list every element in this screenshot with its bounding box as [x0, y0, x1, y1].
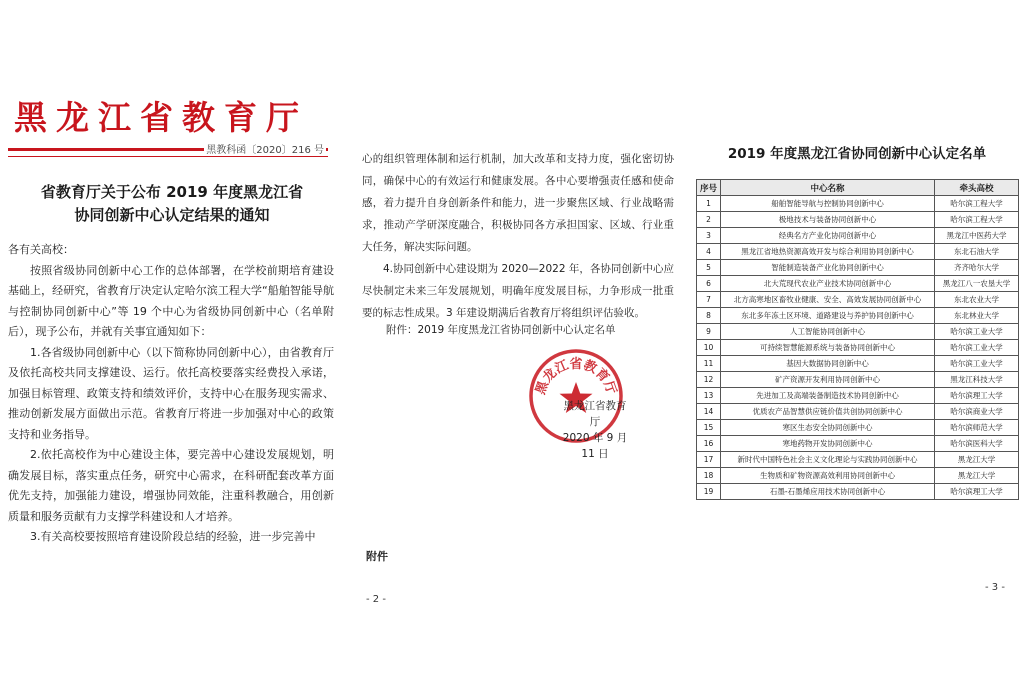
- row-number: 16: [697, 436, 721, 452]
- notice-body: [8, 240, 334, 548]
- table-row: [697, 292, 1019, 308]
- attachment-label: 附件: [366, 550, 388, 563]
- table-title: 2019 年度黑龙江省协同创新中心认定名单: [727, 146, 987, 162]
- row-number: 11: [697, 356, 721, 372]
- header-no: 序号: [697, 180, 721, 196]
- row-number: 10: [697, 340, 721, 356]
- document-page-1: [0, 0, 344, 682]
- lead-university: 哈尔滨理工大学: [935, 388, 1019, 404]
- lead-university: 哈尔滨医科大学: [935, 436, 1019, 452]
- lead-university: 哈尔滨工程大学: [935, 212, 1019, 228]
- table-row: [697, 212, 1019, 228]
- center-name: 经典名方产业化协同创新中心: [721, 228, 935, 244]
- row-number: 15: [697, 420, 721, 436]
- row-number: 4: [697, 244, 721, 260]
- lead-university: 黑龙江八一农垦大学: [935, 276, 1019, 292]
- table-row: [697, 244, 1019, 260]
- center-name: 黑龙江省地热资源高效开发与综合利用协同创新中心: [721, 244, 935, 260]
- header-university: 牵头高校: [935, 180, 1019, 196]
- document-number: 黑教科函〔2020〕216 号: [204, 141, 326, 156]
- center-name: 东北多年冻土区环境、道路建设与养护协同创新中心: [721, 308, 935, 324]
- center-name: 优质农产品智慧供应链价值共创协同创新中心: [721, 404, 935, 420]
- lead-university: 东北林业大学: [935, 308, 1019, 324]
- lead-university: 黑龙江科技大学: [935, 372, 1019, 388]
- intro-paragraph: 按照省级协同创新中心工作的总体部署，在学校前期培育建设基础上，经研究，省教育厅决定认定哈尔滨工程大学“船舶智能导航与控制协同创新中心”等 19 个中心为省级协同创新中心（名单附后），现予公布，并就有关事宜通知如下：: [8, 263, 334, 338]
- table-row: [697, 356, 1019, 372]
- table-row: [697, 228, 1019, 244]
- signature-organization: 黑龙江省教育厅: [563, 400, 627, 428]
- table-row: [697, 276, 1019, 292]
- table-row: [697, 196, 1019, 212]
- document-page-2: [344, 0, 688, 682]
- center-name: 人工智能协同创新中心: [721, 324, 935, 340]
- lead-university: 哈尔滨理工大学: [935, 484, 1019, 500]
- table-row: [697, 436, 1019, 452]
- row-number: 5: [697, 260, 721, 276]
- issuer-header: 黑龙江省教育厅: [14, 98, 308, 137]
- lead-university: 黑龙江中医药大学: [935, 228, 1019, 244]
- center-name: 北方高寒地区畜牧业健康、安全、高效发展协同创新中心: [721, 292, 935, 308]
- lead-university: 齐齐哈尔大学: [935, 260, 1019, 276]
- row-number: 14: [697, 404, 721, 420]
- page-2-body: [362, 148, 674, 324]
- item-2-paragraph: 2.依托高校作为中心建设主体，要完善中心建设发展规划，明确发展目标，落实重点任务，研究中心需求，在科研配套改革方面优先支持，加强能力建设，增强协同效能，注重科教融合，用创新质量和服务贡献有力支撑学科建设和人才培养。: [8, 448, 334, 523]
- center-name: 可持续智慧能源系统与装备协同创新中心: [721, 340, 935, 356]
- notice-title-line-1: 省教育厅关于公布 2019 年度黑龙江省: [40, 183, 304, 201]
- item-4-paragraph: 4.协同创新中心建设期为 2020—2022 年，各协同创新中心应尽快制定未来三年发展规划，明确年度发展目标，力争形成一批重要的标志性成果。3 年建设期满后省教育厅将组织评估验收。: [362, 263, 674, 319]
- center-name: 极地技术与装备协同创新中心: [721, 212, 935, 228]
- row-number: 9: [697, 324, 721, 340]
- notice-title-line-2: 协同创新中心认定结果的通知: [74, 206, 270, 224]
- table-header-row: [697, 180, 1019, 196]
- page-number-2: - 2 -: [366, 594, 386, 605]
- table-row: [697, 420, 1019, 436]
- item-3-paragraph-start: 3.有关高校要按照培育建设阶段总结的经验，进一步完善中: [30, 530, 316, 543]
- row-number: 13: [697, 388, 721, 404]
- signature-block: [560, 398, 630, 462]
- lead-university: 东北农业大学: [935, 292, 1019, 308]
- header-name: 中心名称: [721, 180, 935, 196]
- header-red-rule-thin: [8, 156, 328, 157]
- lead-university: 东北石油大学: [935, 244, 1019, 260]
- lead-university: 哈尔滨工业大学: [935, 324, 1019, 340]
- center-name: 寒地药物开发协同创新中心: [721, 436, 935, 452]
- center-name: 新时代中国特色社会主义文化理论与实践协同创新中心: [721, 452, 935, 468]
- table-row: [697, 260, 1019, 276]
- center-name: 生物质和矿物资源高效利用协同创新中心: [721, 468, 935, 484]
- centers-table: [696, 179, 1019, 500]
- center-name: 船舶智能导航与控制协同创新中心: [721, 196, 935, 212]
- table-row: [697, 340, 1019, 356]
- signature-date: 2020 年 9 月 11 日: [562, 432, 628, 460]
- row-number: 3: [697, 228, 721, 244]
- lead-university: 黑龙江大学: [935, 468, 1019, 484]
- center-name: 先进加工及高端装备制造技术协同创新中心: [721, 388, 935, 404]
- lead-university: 哈尔滨工业大学: [935, 340, 1019, 356]
- item-3-paragraph-continued: 心的组织管理体制和运行机制，加大改革和支持力度，强化密切协同，确保中心的有效运行和健康发展。各中心要增强责任感和使命感，着力提升自身创新条件和能力，进一步聚焦区域、行业战略需求，推动产学研深度融合，积极协同各方承担国家、区域、行业重大任务，解决实际问题。: [362, 153, 674, 253]
- table-row: [697, 468, 1019, 484]
- table-row: [697, 324, 1019, 340]
- table-row: [697, 484, 1019, 500]
- page-number-3: - 3 -: [985, 582, 1005, 593]
- table-row: [697, 388, 1019, 404]
- lead-university: 哈尔滨工程大学: [935, 196, 1019, 212]
- table-row: [697, 452, 1019, 468]
- row-number: 2: [697, 212, 721, 228]
- center-name: 北大荒现代农业产业技术协同创新中心: [721, 276, 935, 292]
- item-1-paragraph: 1.各省级协同创新中心（以下简称协同创新中心），由省教育厅及依托高校共同支撑建设、运行。依托高校要落实经费投入承诺，加强目标管理、政策支持和绩效评价，支持中心在服务现实需求、推动创新发展方面做出示范。省教育厅将进一步加强对中心的政策支持和业务指导。: [8, 345, 334, 441]
- salutation: 各有关高校：: [8, 243, 74, 256]
- row-number: 7: [697, 292, 721, 308]
- row-number: 6: [697, 276, 721, 292]
- center-name: 石墨-石墨烯应用技术协同创新中心: [721, 484, 935, 500]
- lead-university: 哈尔滨商业大学: [935, 404, 1019, 420]
- table-body: [697, 196, 1019, 500]
- table-row: [697, 372, 1019, 388]
- seal-text: 黑龙江省教育厅: [533, 357, 619, 397]
- center-name: 基因大数据协同创新中心: [721, 356, 935, 372]
- row-number: 19: [697, 484, 721, 500]
- row-number: 8: [697, 308, 721, 324]
- center-name: 智能制造装备产业化协同创新中心: [721, 260, 935, 276]
- row-number: 18: [697, 468, 721, 484]
- row-number: 17: [697, 452, 721, 468]
- table-row: [697, 404, 1019, 420]
- attachment-reference: 附件：2019 年度黑龙江省协同创新中心认定名单: [386, 324, 616, 336]
- table-row: [697, 308, 1019, 324]
- lead-university: 哈尔滨工业大学: [935, 356, 1019, 372]
- lead-university: 黑龙江大学: [935, 452, 1019, 468]
- lead-university: 哈尔滨师范大学: [935, 420, 1019, 436]
- center-name: 寒区生态安全协同创新中心: [721, 420, 935, 436]
- row-number: 1: [697, 196, 721, 212]
- center-name: 矿产资源开发利用协同创新中心: [721, 372, 935, 388]
- row-number: 12: [697, 372, 721, 388]
